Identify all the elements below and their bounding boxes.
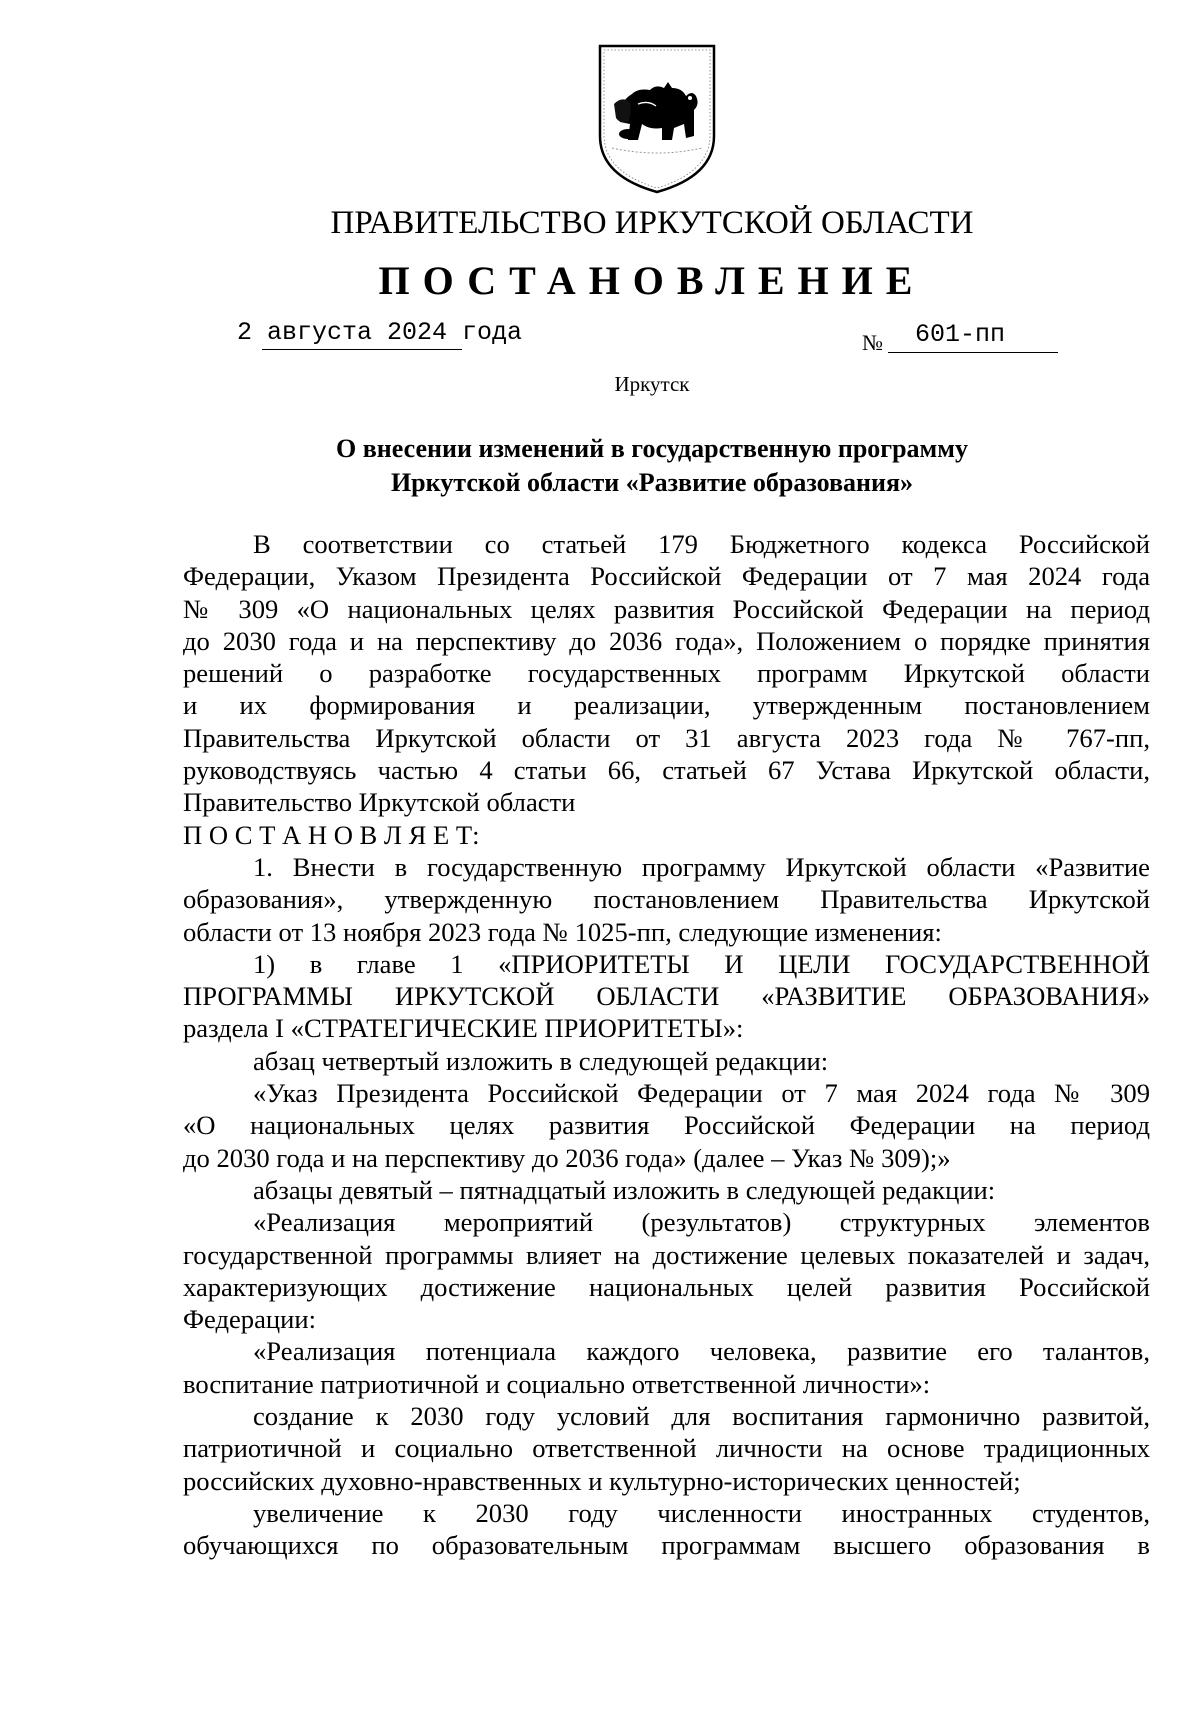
body-line: Федерации, Указом Президента Российской Федерации от 7 мая 2024 года <box>183 561 1150 592</box>
heading-line-2: Иркутской области «Развитие образования» <box>390 468 914 497</box>
body-line: «Реализация потенциала каждого человека, развитие его талантов, <box>253 1336 1150 1367</box>
irkutsk-coat-of-arms-emblem <box>598 44 716 194</box>
body-line: Правительства Иркутской области от 31 августа 2023 года № 767-пп, <box>183 722 1150 753</box>
body-line: патриотичной и социально ответственной личности на основе традиционных <box>183 1433 1150 1464</box>
body-line: «Реализация мероприятий (результатов) структурных элементов <box>253 1207 1150 1238</box>
body-line: характеризующих достижение национальных целей развития Российской <box>183 1271 1150 1302</box>
body-line: ПРОГРАММЫ ИРКУТСКОЙ ОБЛАСТИ «РАЗВИТИЕ ОБРАЗОВАНИЯ» <box>183 981 1150 1012</box>
city-name: Иркутск <box>614 372 690 396</box>
decree-heading <box>52 432 1200 500</box>
body-line: увеличение к 2030 году численности иностранных студентов, <box>253 1497 1150 1528</box>
decree-number: 601-пп <box>915 320 1006 349</box>
decree-body <box>183 528 1150 1562</box>
body-line: Правительство Иркутской области <box>183 787 576 818</box>
government-name: ПРАВИТЕЛЬСТВО ИРКУТСКОЙ ОБЛАСТИ <box>330 205 974 241</box>
number-sign: № <box>862 330 883 355</box>
body-line: и их формирования и реализации, утвержденным постановлением <box>183 690 1150 721</box>
body-line: 1. Внести в государственную программу Иркутской области «Развитие <box>253 851 1150 882</box>
body-line: области от 13 ноября 2023 года № 1025-пп, следующие изменения: <box>183 916 942 947</box>
resolves-label: П О С Т А Н О В Л Я Е Т: <box>183 819 480 850</box>
body-line: государственной программы влияет на достижение целевых показателей и задач, <box>183 1239 1150 1270</box>
heading-line-1: О внесении изменений в государственную программу <box>336 434 968 463</box>
body-line: раздела I «СТРАТЕГИЧЕСКИЕ ПРИОРИТЕТЫ»: <box>183 1013 744 1044</box>
body-line: руководствуясь частью 4 статьи 66, статьей 67 Устава Иркутской области, <box>183 755 1150 786</box>
body-line: до 2030 года и на перспективу до 2036 года» (далее – Указ № 309);» <box>183 1142 951 1173</box>
body-line: № 309 «О национальных целях развития Российской Федерации на период <box>183 593 1150 624</box>
document-type-title: ПОСТАНОВЛЕНИЕ <box>378 258 926 303</box>
body-line: В соответствии со статьей 179 Бюджетного кодекса Российской <box>253 529 1150 559</box>
body-line: обучающихся по образовательным программам высшего образования в <box>183 1530 1150 1561</box>
number-underline <box>888 352 1058 353</box>
body-line: Федерации: <box>183 1304 316 1335</box>
body-line: абзацы девятый – пятнадцатый изложить в следующей редакции: <box>253 1174 996 1205</box>
body-line: образования», утвержденную постановлением Правительства Иркутской <box>183 884 1150 915</box>
date-underline <box>262 349 462 350</box>
body-line: российских духовно-нравственных и культурно-исторических ценностей; <box>183 1465 1021 1496</box>
body-line: создание к 2030 году условий для воспитания гармонично развитой, <box>253 1401 1150 1432</box>
decree-date: 2 августа 2024 года <box>237 318 523 347</box>
body-line: до 2030 года и на перспективу до 2036 года», Положением о порядке принятия <box>183 625 1150 656</box>
body-line: решений о разработке государственных программ Иркутской области <box>183 658 1150 689</box>
body-line: 1) в главе 1 «ПРИОРИТЕТЫ И ЦЕЛИ ГОСУДАРСТВЕННОЙ <box>253 948 1150 979</box>
body-line: абзац четвертый изложить в следующей редакции: <box>253 1045 829 1076</box>
body-line: «О национальных целях развития Российской Федерации на период <box>183 1110 1150 1141</box>
body-line: «Указ Президента Российской Федерации от 7 мая 2024 года № 309 <box>253 1078 1150 1109</box>
body-line: воспитание патриотичной и социально ответственной личности»: <box>183 1368 931 1399</box>
